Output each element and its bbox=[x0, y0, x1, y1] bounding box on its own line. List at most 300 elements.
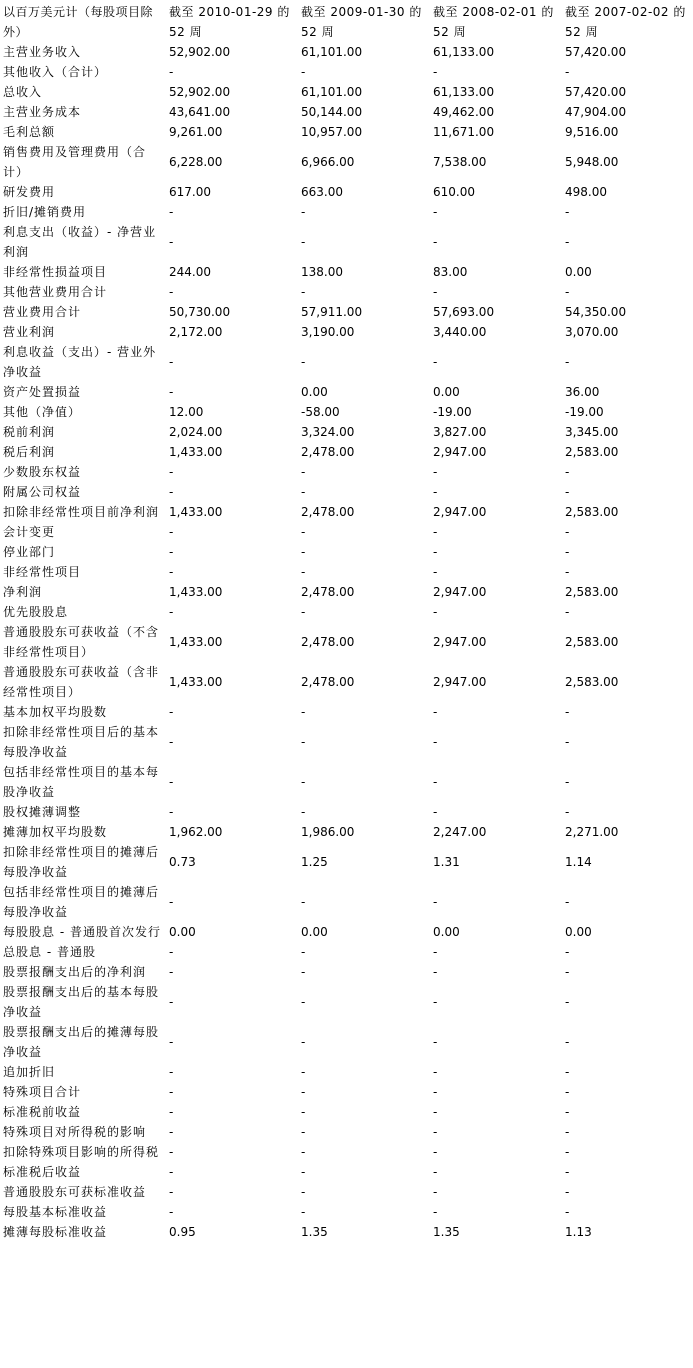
row-value: - bbox=[301, 235, 306, 249]
table-row bbox=[0, 702, 693, 722]
row-label: 普通股股东可获收益（不含非经常性项目） bbox=[3, 625, 160, 659]
row-value: 2,583.00 bbox=[565, 445, 619, 459]
table-row bbox=[0, 1122, 693, 1142]
row-value: 50,144.00 bbox=[301, 105, 363, 119]
table-row bbox=[0, 262, 693, 282]
row-value: 1.25 bbox=[301, 855, 328, 869]
row-value: 54,350.00 bbox=[565, 305, 627, 319]
table-row bbox=[0, 382, 693, 402]
row-value: 3,324.00 bbox=[301, 425, 355, 439]
row-value: - bbox=[433, 1105, 438, 1119]
row-value: 3,190.00 bbox=[301, 325, 355, 339]
row-value: 36.00 bbox=[565, 385, 600, 399]
row-label: 股票报酬支出后的摊薄每股净收益 bbox=[3, 1025, 160, 1059]
row-value: - bbox=[301, 65, 306, 79]
row-value: 57,420.00 bbox=[565, 85, 627, 99]
table-row bbox=[0, 462, 693, 482]
row-value: - bbox=[169, 1205, 174, 1219]
table-row bbox=[0, 122, 693, 142]
row-value: 0.95 bbox=[169, 1225, 196, 1239]
row-label: 优先股股息 bbox=[3, 605, 69, 619]
table-row bbox=[0, 822, 693, 842]
row-value: - bbox=[301, 285, 306, 299]
row-value: - bbox=[301, 775, 306, 789]
income-statement-table bbox=[0, 2, 693, 1242]
table-row bbox=[0, 1102, 693, 1122]
row-label: 税前利润 bbox=[3, 425, 56, 439]
table-body bbox=[0, 42, 693, 1242]
table-row bbox=[0, 202, 693, 222]
table-row bbox=[0, 1022, 693, 1062]
row-label: 少数股东权益 bbox=[3, 465, 82, 479]
row-label: 毛利总额 bbox=[3, 125, 56, 139]
row-value: 52,902.00 bbox=[169, 85, 231, 99]
row-value: 83.00 bbox=[433, 265, 468, 279]
row-label: 停业部门 bbox=[3, 545, 56, 559]
table-row bbox=[0, 1202, 693, 1222]
row-label: 附属公司权益 bbox=[3, 485, 82, 499]
row-value: - bbox=[301, 1185, 306, 1199]
row-value: 1,433.00 bbox=[169, 505, 223, 519]
row-value: - bbox=[169, 1035, 174, 1049]
row-value: 2,172.00 bbox=[169, 325, 223, 339]
table-row bbox=[0, 722, 693, 762]
row-label: 摊薄加权平均股数 bbox=[3, 825, 108, 839]
row-label: 资产处置损益 bbox=[3, 385, 82, 399]
row-value: - bbox=[301, 735, 306, 749]
table-row bbox=[0, 502, 693, 522]
row-label: 营业费用合计 bbox=[3, 305, 82, 319]
row-value: 9,261.00 bbox=[169, 125, 223, 139]
row-value: 2,947.00 bbox=[433, 445, 487, 459]
row-value: - bbox=[565, 285, 570, 299]
row-label: 研发费用 bbox=[3, 185, 56, 199]
row-value: 2,271.00 bbox=[565, 825, 619, 839]
row-value: - bbox=[169, 385, 174, 399]
table-row bbox=[0, 482, 693, 502]
row-label: 每股基本标准收益 bbox=[3, 1205, 108, 1219]
table-row bbox=[0, 322, 693, 342]
row-value: - bbox=[301, 965, 306, 979]
row-value: - bbox=[433, 1065, 438, 1079]
row-value: 2,478.00 bbox=[301, 505, 355, 519]
row-label: 营业利润 bbox=[3, 325, 56, 339]
row-value: - bbox=[169, 1065, 174, 1079]
row-value: 50,730.00 bbox=[169, 305, 231, 319]
table-row bbox=[0, 222, 693, 262]
row-value: - bbox=[301, 895, 306, 909]
row-value: 1.31 bbox=[433, 855, 460, 869]
row-value: - bbox=[565, 525, 570, 539]
table-row bbox=[0, 602, 693, 622]
row-value: - bbox=[565, 1145, 570, 1159]
period-header: 截至 2010-01-29 的 52 周 bbox=[169, 5, 290, 39]
row-value: 1,962.00 bbox=[169, 825, 223, 839]
row-value: 43,641.00 bbox=[169, 105, 231, 119]
row-value: - bbox=[565, 485, 570, 499]
table-row bbox=[0, 562, 693, 582]
row-value: 0.73 bbox=[169, 855, 196, 869]
row-value: - bbox=[565, 355, 570, 369]
row-value: 0.00 bbox=[433, 385, 460, 399]
table-row bbox=[0, 1182, 693, 1202]
row-value: - bbox=[301, 1105, 306, 1119]
row-value: 2,583.00 bbox=[565, 635, 619, 649]
row-value: 2,947.00 bbox=[433, 585, 487, 599]
row-value: - bbox=[433, 355, 438, 369]
header-row bbox=[0, 2, 693, 42]
row-label: 扣除非经常性项目前净利润 bbox=[3, 505, 160, 519]
table-row bbox=[0, 402, 693, 422]
row-value: 57,911.00 bbox=[301, 305, 363, 319]
row-value: -58.00 bbox=[301, 405, 340, 419]
row-label: 其他营业费用合计 bbox=[3, 285, 108, 299]
row-label: 标准税后收益 bbox=[3, 1165, 82, 1179]
table-row bbox=[0, 42, 693, 62]
row-label: 会计变更 bbox=[3, 525, 56, 539]
row-value: 2,478.00 bbox=[301, 635, 355, 649]
row-value: 138.00 bbox=[301, 265, 343, 279]
row-value: - bbox=[433, 1035, 438, 1049]
row-label: 其他（净值） bbox=[3, 405, 82, 419]
table-row bbox=[0, 182, 693, 202]
row-value: - bbox=[169, 605, 174, 619]
row-value: 2,478.00 bbox=[301, 675, 355, 689]
period-header: 截至 2007-02-02 的 52 周 bbox=[565, 5, 686, 39]
row-value: - bbox=[169, 1085, 174, 1099]
row-value: - bbox=[433, 735, 438, 749]
row-value: - bbox=[301, 1165, 306, 1179]
row-value: 1,433.00 bbox=[169, 585, 223, 599]
row-label: 扣除非经常性项目后的基本每股净收益 bbox=[3, 725, 160, 759]
row-value: 1,433.00 bbox=[169, 445, 223, 459]
row-value: - bbox=[433, 235, 438, 249]
row-value: - bbox=[301, 705, 306, 719]
period-header: 截至 2008-02-01 的 52 周 bbox=[433, 5, 554, 39]
row-value: 3,440.00 bbox=[433, 325, 487, 339]
row-value: - bbox=[565, 465, 570, 479]
table-row bbox=[0, 942, 693, 962]
row-value: - bbox=[433, 1205, 438, 1219]
row-value: - bbox=[169, 1165, 174, 1179]
table-row bbox=[0, 1222, 693, 1242]
row-label: 股票报酬支出后的净利润 bbox=[3, 965, 147, 979]
row-label: 基本加权平均股数 bbox=[3, 705, 108, 719]
row-value: - bbox=[565, 965, 570, 979]
row-value: 1,986.00 bbox=[301, 825, 355, 839]
row-value: - bbox=[433, 945, 438, 959]
row-label: 特殊项目对所得税的影响 bbox=[3, 1125, 147, 1139]
row-value: - bbox=[565, 205, 570, 219]
row-value: 0.00 bbox=[565, 925, 592, 939]
row-value: - bbox=[433, 1185, 438, 1199]
row-value: 2,583.00 bbox=[565, 585, 619, 599]
row-value: 52,902.00 bbox=[169, 45, 231, 59]
row-value: 9,516.00 bbox=[565, 125, 619, 139]
row-value: - bbox=[433, 1165, 438, 1179]
row-value: - bbox=[169, 1125, 174, 1139]
row-value: - bbox=[565, 945, 570, 959]
row-label: 包括非经常性项目的基本每股净收益 bbox=[3, 765, 160, 799]
row-value: 1,433.00 bbox=[169, 635, 223, 649]
table-row bbox=[0, 962, 693, 982]
row-value: - bbox=[301, 465, 306, 479]
row-value: - bbox=[433, 465, 438, 479]
row-value: - bbox=[565, 65, 570, 79]
row-value: - bbox=[433, 525, 438, 539]
period-header: 截至 2009-01-30 的 52 周 bbox=[301, 5, 422, 39]
row-label: 摊薄每股标准收益 bbox=[3, 1225, 108, 1239]
row-value: - bbox=[169, 465, 174, 479]
row-value: - bbox=[169, 965, 174, 979]
table-row bbox=[0, 802, 693, 822]
row-value: 498.00 bbox=[565, 185, 607, 199]
row-value: 61,133.00 bbox=[433, 85, 495, 99]
row-label: 普通股股东可获收益（含非经常性项目） bbox=[3, 665, 160, 699]
table-row bbox=[0, 302, 693, 322]
row-value: - bbox=[301, 1145, 306, 1159]
row-label: 扣除非经常性项目的摊薄后每股净收益 bbox=[3, 845, 160, 879]
table-row bbox=[0, 422, 693, 442]
table-row bbox=[0, 842, 693, 882]
row-value: - bbox=[301, 1205, 306, 1219]
row-label: 非经常性损益项目 bbox=[3, 265, 108, 279]
row-label: 主营业务成本 bbox=[3, 105, 82, 119]
row-value: - bbox=[565, 995, 570, 1009]
row-value: 61,101.00 bbox=[301, 85, 363, 99]
row-value: - bbox=[565, 805, 570, 819]
row-value: - bbox=[433, 805, 438, 819]
row-value: 49,462.00 bbox=[433, 105, 495, 119]
row-value: 11,671.00 bbox=[433, 125, 495, 139]
row-value: - bbox=[301, 485, 306, 499]
row-value: - bbox=[169, 545, 174, 559]
row-value: 57,693.00 bbox=[433, 305, 495, 319]
table-row bbox=[0, 282, 693, 302]
row-value: 2,024.00 bbox=[169, 425, 223, 439]
table-row bbox=[0, 982, 693, 1022]
row-label: 税后利润 bbox=[3, 445, 56, 459]
row-value: - bbox=[433, 705, 438, 719]
table-row bbox=[0, 82, 693, 102]
row-value: 0.00 bbox=[565, 265, 592, 279]
row-value: - bbox=[433, 1145, 438, 1159]
row-value: - bbox=[169, 485, 174, 499]
row-value: 10,957.00 bbox=[301, 125, 363, 139]
row-label: 利息收益（支出）- 营业外净收益 bbox=[3, 345, 157, 379]
row-value: - bbox=[301, 525, 306, 539]
row-label: 非经常性项目 bbox=[3, 565, 82, 579]
row-value: - bbox=[169, 65, 174, 79]
row-value: 1.13 bbox=[565, 1225, 592, 1239]
row-label: 股权摊薄调整 bbox=[3, 805, 82, 819]
row-value: 2,947.00 bbox=[433, 635, 487, 649]
table-row bbox=[0, 622, 693, 662]
row-label: 总收入 bbox=[3, 85, 43, 99]
row-value: - bbox=[301, 1125, 306, 1139]
row-value: 2,947.00 bbox=[433, 675, 487, 689]
row-value: - bbox=[301, 945, 306, 959]
row-value: - bbox=[169, 775, 174, 789]
row-value: - bbox=[433, 1085, 438, 1099]
row-value: 47,904.00 bbox=[565, 105, 627, 119]
row-label: 每股股息 - 普通股首次发行 bbox=[3, 925, 161, 939]
table-row bbox=[0, 922, 693, 942]
row-value: 663.00 bbox=[301, 185, 343, 199]
row-value: - bbox=[301, 355, 306, 369]
row-value: - bbox=[169, 1145, 174, 1159]
row-value: - bbox=[565, 1035, 570, 1049]
row-label: 主营业务收入 bbox=[3, 45, 82, 59]
row-value: - bbox=[169, 235, 174, 249]
row-value: - bbox=[301, 1085, 306, 1099]
row-value: - bbox=[169, 995, 174, 1009]
row-value: - bbox=[169, 1105, 174, 1119]
header-label: 以百万美元计（每股项目除外） bbox=[3, 5, 154, 39]
row-label: 追加折旧 bbox=[3, 1065, 56, 1079]
row-value: - bbox=[565, 1125, 570, 1139]
row-value: - bbox=[301, 565, 306, 579]
table-row bbox=[0, 762, 693, 802]
row-label: 普通股股东可获标准收益 bbox=[3, 1185, 147, 1199]
row-label: 折旧/摊销费用 bbox=[3, 205, 87, 219]
row-value: - bbox=[433, 1125, 438, 1139]
row-value: - bbox=[169, 945, 174, 959]
row-value: - bbox=[433, 65, 438, 79]
row-label: 扣除特殊项目影响的所得税 bbox=[3, 1145, 160, 1159]
table-row bbox=[0, 342, 693, 382]
row-value: - bbox=[565, 1065, 570, 1079]
row-value: - bbox=[565, 1205, 570, 1219]
row-label: 包括非经常性项目的摊薄后每股净收益 bbox=[3, 885, 160, 919]
row-value: - bbox=[565, 1165, 570, 1179]
row-value: 6,228.00 bbox=[169, 155, 223, 169]
row-value: -19.00 bbox=[565, 405, 604, 419]
row-value: - bbox=[433, 565, 438, 579]
table-row bbox=[0, 1162, 693, 1182]
row-value: - bbox=[433, 895, 438, 909]
row-value: - bbox=[433, 545, 438, 559]
row-value: - bbox=[169, 565, 174, 579]
row-value: - bbox=[565, 605, 570, 619]
row-value: - bbox=[301, 995, 306, 1009]
row-value: 1.35 bbox=[433, 1225, 460, 1239]
row-value: 61,101.00 bbox=[301, 45, 363, 59]
row-value: 1,433.00 bbox=[169, 675, 223, 689]
row-value: 610.00 bbox=[433, 185, 475, 199]
row-value: - bbox=[433, 605, 438, 619]
table-row bbox=[0, 882, 693, 922]
row-value: - bbox=[565, 1085, 570, 1099]
row-value: -19.00 bbox=[433, 405, 472, 419]
row-value: 0.00 bbox=[169, 925, 196, 939]
table-row bbox=[0, 582, 693, 602]
row-value: - bbox=[301, 1035, 306, 1049]
table-row bbox=[0, 1082, 693, 1102]
row-value: - bbox=[565, 565, 570, 579]
row-value: 2,583.00 bbox=[565, 675, 619, 689]
row-value: - bbox=[301, 205, 306, 219]
row-value: 244.00 bbox=[169, 265, 211, 279]
row-value: 7,538.00 bbox=[433, 155, 487, 169]
row-value: - bbox=[169, 1185, 174, 1199]
row-value: - bbox=[169, 525, 174, 539]
row-value: 61,133.00 bbox=[433, 45, 495, 59]
table-row bbox=[0, 1142, 693, 1162]
row-value: - bbox=[301, 805, 306, 819]
table-row bbox=[0, 102, 693, 122]
row-value: - bbox=[433, 775, 438, 789]
row-value: 3,827.00 bbox=[433, 425, 487, 439]
row-value: - bbox=[565, 1185, 570, 1199]
row-value: - bbox=[433, 965, 438, 979]
table-row bbox=[0, 142, 693, 182]
row-label: 销售费用及管理费用（合计） bbox=[3, 145, 147, 179]
table-row bbox=[0, 522, 693, 542]
row-label: 股票报酬支出后的基本每股净收益 bbox=[3, 985, 160, 1019]
row-value: 2,478.00 bbox=[301, 585, 355, 599]
row-value: - bbox=[565, 895, 570, 909]
row-value: 1.35 bbox=[301, 1225, 328, 1239]
table-row bbox=[0, 662, 693, 702]
row-value: 6,966.00 bbox=[301, 155, 355, 169]
row-value: - bbox=[169, 805, 174, 819]
table-row bbox=[0, 62, 693, 82]
row-value: 617.00 bbox=[169, 185, 211, 199]
row-value: - bbox=[169, 205, 174, 219]
row-value: 2,247.00 bbox=[433, 825, 487, 839]
row-label: 标准税前收益 bbox=[3, 1105, 82, 1119]
row-label: 净利润 bbox=[3, 585, 43, 599]
row-value: 0.00 bbox=[433, 925, 460, 939]
row-value: - bbox=[301, 545, 306, 559]
row-value: - bbox=[565, 705, 570, 719]
row-value: - bbox=[169, 735, 174, 749]
row-value: 57,420.00 bbox=[565, 45, 627, 59]
row-value: - bbox=[565, 735, 570, 749]
row-value: 0.00 bbox=[301, 925, 328, 939]
row-value: - bbox=[169, 895, 174, 909]
row-value: 2,947.00 bbox=[433, 505, 487, 519]
row-label: 其他收入（合计） bbox=[3, 65, 108, 79]
row-value: - bbox=[169, 355, 174, 369]
row-value: - bbox=[301, 1065, 306, 1079]
row-value: 3,070.00 bbox=[565, 325, 619, 339]
row-value: - bbox=[565, 1105, 570, 1119]
row-value: - bbox=[169, 705, 174, 719]
row-value: 0.00 bbox=[301, 385, 328, 399]
row-value: - bbox=[565, 545, 570, 559]
row-value: - bbox=[169, 285, 174, 299]
row-value: - bbox=[565, 775, 570, 789]
row-value: 2,583.00 bbox=[565, 505, 619, 519]
row-value: - bbox=[433, 995, 438, 1009]
row-value: 3,345.00 bbox=[565, 425, 619, 439]
row-label: 利息支出（收益）- 净营业利润 bbox=[3, 225, 157, 259]
table-row bbox=[0, 442, 693, 462]
row-value: 12.00 bbox=[169, 405, 204, 419]
row-value: 1.14 bbox=[565, 855, 592, 869]
row-value: - bbox=[433, 285, 438, 299]
row-value: - bbox=[565, 235, 570, 249]
row-label: 特殊项目合计 bbox=[3, 1085, 82, 1099]
row-value: - bbox=[301, 605, 306, 619]
row-value: - bbox=[433, 205, 438, 219]
table-row bbox=[0, 542, 693, 562]
row-value: 2,478.00 bbox=[301, 445, 355, 459]
row-value: - bbox=[433, 485, 438, 499]
table-row bbox=[0, 1062, 693, 1082]
